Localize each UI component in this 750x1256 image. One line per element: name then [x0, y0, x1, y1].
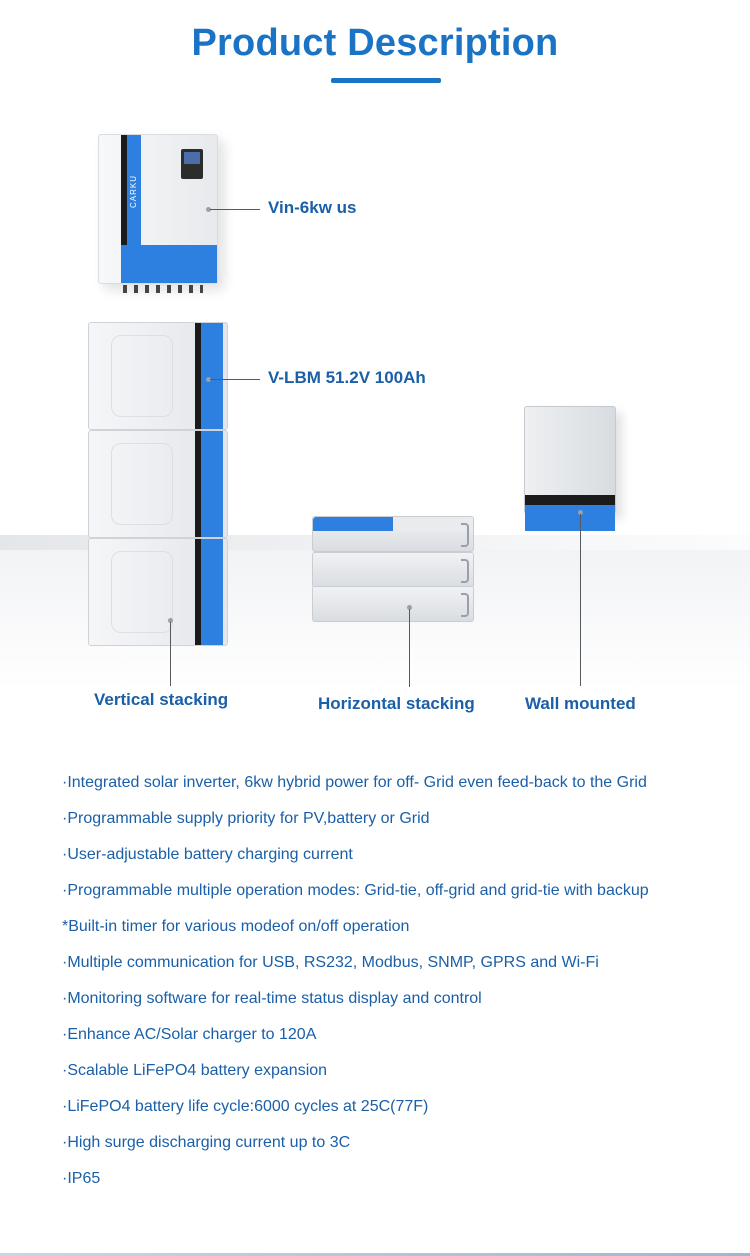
- inverter-image: [98, 134, 218, 284]
- battery-blue-stripe: [201, 431, 223, 537]
- inverter-display-screen: [184, 152, 200, 164]
- horizontal-leader-line: [409, 609, 410, 687]
- horizontal-stacking-label: Horizontal stacking: [318, 694, 475, 713]
- battery-module: [88, 430, 228, 538]
- battery-blue-stripe: [201, 323, 223, 429]
- vertical-battery-stack: [88, 322, 226, 652]
- battery-module: [312, 516, 474, 552]
- feature-item: *Built-in timer for various modeof on/off operation: [62, 918, 410, 935]
- inverter-label: Vin-6kw us: [268, 198, 357, 217]
- inverter-base: [121, 245, 217, 283]
- battery-handle: [461, 523, 469, 547]
- feature-item: ·Multiple communication for USB, RS232, Modbus, SNMP, GPRS and Wi-Fi: [62, 954, 599, 971]
- vertical-stacking-label: Vertical stacking: [94, 690, 229, 709]
- wall-mounted-label: Wall mounted: [525, 694, 636, 713]
- wall-battery-base: [525, 505, 615, 531]
- battery-panel: [111, 335, 173, 417]
- feature-item: ·Integrated solar inverter, 6kw hybrid power for off- Grid even feed-back to the Grid: [62, 774, 647, 791]
- inverter-brand-logo: CARKU: [129, 175, 138, 209]
- horizontal-battery-stack: [312, 510, 472, 620]
- feature-item: ·Scalable LiFePO4 battery expansion: [62, 1062, 328, 1079]
- battery-panel: [111, 443, 173, 525]
- battery-panel: [111, 551, 173, 633]
- battery-leader-line: [210, 379, 260, 380]
- battery-blue-stripe: [201, 539, 223, 645]
- wall-battery-vent-strip: [525, 495, 615, 505]
- wall-mounted-battery: [524, 406, 616, 514]
- feature-item: ·User-adjustable battery charging current: [62, 846, 353, 863]
- title-underline: [331, 78, 441, 83]
- battery-top: [313, 517, 473, 531]
- feature-item: ·Programmable multiple operation modes: Grid-tie, off-grid and grid-tie with backup: [62, 882, 649, 899]
- battery-handle: [461, 593, 469, 617]
- battery-module: [88, 538, 228, 646]
- vertical-leader-line: [170, 622, 171, 686]
- feature-item: ·Monitoring software for real-time status display and control: [62, 990, 482, 1007]
- feature-item: ·Enhance AC/Solar charger to 120A: [62, 1026, 317, 1043]
- feature-list: [62, 770, 742, 1202]
- product-illustration: [0, 110, 750, 750]
- battery-module: [312, 586, 474, 622]
- inverter-display: [181, 149, 203, 179]
- inverter-leader-line: [210, 209, 260, 210]
- feature-item: ·IP65: [62, 1170, 101, 1187]
- inverter-ports: [123, 285, 203, 293]
- wall-leader-line: [580, 514, 581, 686]
- feature-item: ·LiFePO4 battery life cycle:6000 cycles at 25C(77F): [62, 1098, 429, 1115]
- feature-item: ·High surge discharging current up to 3C: [62, 1134, 351, 1151]
- battery-module: [312, 552, 474, 588]
- page-title: Product Description: [191, 22, 559, 64]
- battery-module: [88, 322, 228, 430]
- battery-handle: [461, 559, 469, 583]
- feature-item: ·Programmable supply priority for PV,battery or Grid: [62, 810, 430, 827]
- battery-label: V-LBM 51.2V 100Ah: [268, 368, 426, 387]
